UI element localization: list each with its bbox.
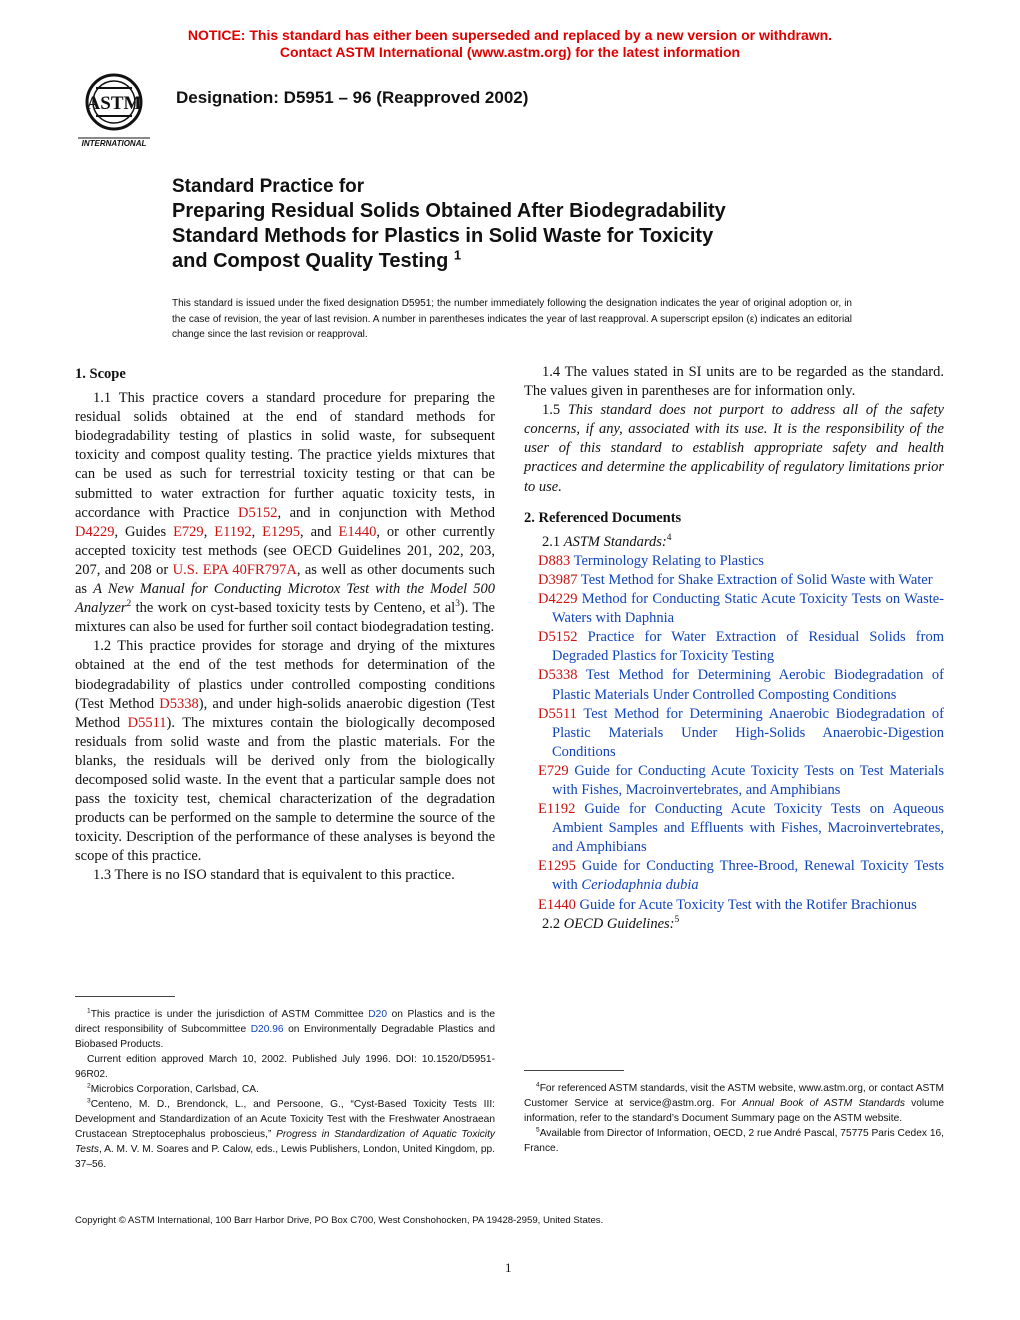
document-title bbox=[172, 175, 892, 274]
link-d5152[interactable]: D5152 bbox=[238, 504, 278, 521]
text: , and bbox=[300, 523, 339, 540]
title-prefix: Standard Practice for bbox=[172, 176, 365, 197]
notice-line-1: NOTICE: This standard has either been superseded and replaced by a new version or withdrawn. bbox=[187, 27, 833, 43]
reference-title-link[interactable]: Guide for Conducting Three-Brood, Renewal Toxicity Tests with bbox=[552, 858, 944, 894]
text: , and in conjunction with Method bbox=[277, 504, 495, 521]
reference-code-link[interactable]: D5338 bbox=[538, 667, 578, 684]
link-e1440[interactable]: E1440 bbox=[338, 523, 377, 540]
astm-logo bbox=[66, 72, 162, 152]
reference-title-italic[interactable]: Ceriodaphnia dubia bbox=[581, 877, 699, 894]
link-d4229[interactable]: D4229 bbox=[75, 523, 115, 540]
section-number: 2.2 bbox=[542, 915, 564, 932]
footnote-3 bbox=[75, 1097, 495, 1172]
text: on Plastics and is the direct responsibility of Subcommittee bbox=[75, 1009, 496, 1035]
scope-heading: 1. Scope bbox=[75, 366, 126, 382]
text: , as well as other documents such as bbox=[75, 561, 495, 598]
reference-code-link[interactable]: D4229 bbox=[538, 591, 578, 608]
reference-code-link[interactable]: D5511 bbox=[538, 705, 577, 722]
text: ), and under high-solids anaerobic digestion (Test Method bbox=[75, 695, 496, 731]
text: , or other currently accepted toxicity test methods (see OECD Guidelines 201, 202, 203, 207, and 208 or bbox=[75, 523, 496, 578]
text: , Guides bbox=[114, 523, 174, 540]
reference-item bbox=[524, 762, 944, 800]
link-d5511[interactable]: D5511 bbox=[127, 714, 167, 731]
text: , bbox=[251, 523, 263, 540]
reference-code-link[interactable]: D5152 bbox=[538, 629, 578, 646]
reference-title-link[interactable]: Test Method for Shake Extraction of Solid Waste with Water bbox=[580, 571, 933, 588]
section-number: 2.1 bbox=[542, 533, 564, 550]
safety-caveat: This standard does not purport to address all of the safety concerns, if any, associated with its use. It is the responsibility of the user of this standard to establish appropriate safety and health practices and determine the applicability of regulatory limitations prior to use. bbox=[524, 402, 944, 495]
reference-item bbox=[524, 552, 944, 571]
link-d5338[interactable]: D5338 bbox=[159, 695, 199, 712]
text: the work on cyst-based toxicity tests by Centeno, et al bbox=[131, 600, 456, 617]
logo-text: ASTM bbox=[86, 93, 142, 114]
reference-item bbox=[524, 666, 944, 704]
footnotes-right bbox=[524, 1081, 944, 1156]
footnote-rule-right bbox=[524, 1070, 624, 1071]
footnote-2 bbox=[75, 1082, 495, 1097]
title-line-1: Preparing Residual Solids Obtained After Biodegradability bbox=[172, 200, 726, 222]
footnote-mark: 5 bbox=[536, 1126, 540, 1134]
footnote-ref-4[interactable]: 4 bbox=[666, 532, 672, 543]
referenced-documents-heading: 2. Referenced Documents bbox=[524, 509, 682, 526]
footnote-ref-5[interactable]: 5 bbox=[674, 914, 680, 925]
reference-title-link[interactable]: Guide for Acute Toxicity Test with the Rotifer Brachionus bbox=[579, 896, 917, 913]
reference-title-link[interactable]: Guide for Conducting Acute Toxicity Tests on Test Materials with Fishes, Macroinvertebrates, and Amphibians bbox=[552, 762, 944, 798]
title-line-2: Standard Methods for Plastics in Solid Waste for Toxicity bbox=[172, 225, 714, 247]
reference-item bbox=[524, 857, 944, 895]
reference-item bbox=[524, 896, 944, 915]
title-footnote-ref[interactable]: 1 bbox=[453, 247, 462, 263]
footnote-mark: 2 bbox=[87, 1082, 91, 1090]
italic-title: A New Manual for Conducting Microtox Test with the Model 500 Analyzer bbox=[75, 581, 495, 617]
paragraph-1-3: 1.3 There is no ISO standard that is equivalent to this practice. bbox=[93, 867, 455, 884]
reference-list bbox=[524, 552, 944, 915]
footnote-mark: 1 bbox=[87, 1007, 91, 1015]
oecd-guidelines-label bbox=[524, 915, 944, 934]
paragraph-1-4: 1.4 The values stated in SI units are to be regarded as the standard. The values given in parentheses are for information only. bbox=[524, 364, 944, 400]
paragraph-1-5 bbox=[524, 401, 944, 496]
footnote-4 bbox=[524, 1081, 944, 1126]
reference-title-link[interactable]: Method for Conducting Static Acute Toxicity Tests on Waste-Waters with Daphnia bbox=[552, 591, 944, 627]
text: Available from Director of Information, OECD, 2 rue André Pascal, 75775 Paris Cedex 16, France. bbox=[524, 1128, 944, 1154]
footnote-mark: 3 bbox=[87, 1097, 91, 1105]
text: 1.2 This practice provides for storage and drying of the mixtures obtained at the end of the test methods for determination of the biodegradability of plastics under controlled composting conditions (Test Method bbox=[75, 638, 495, 712]
link-d20[interactable]: D20 bbox=[368, 1009, 387, 1020]
reference-item bbox=[524, 800, 944, 857]
astm-standards-label bbox=[524, 533, 944, 552]
reference-item bbox=[524, 590, 944, 628]
left-column bbox=[75, 365, 495, 886]
text: Microbics Corporation, Carlsbad, CA. bbox=[90, 1084, 259, 1095]
designation: Designation: D5951 – 96 (Reapproved 2002) bbox=[176, 88, 529, 107]
link-e1295[interactable]: E1295 bbox=[262, 523, 301, 540]
text: ). The mixtures contain the biologically decomposed residuals from solid waste and from the plastic materials. For the blanks, the residuals will be derived only from the biologically decomposed solid waste. In the event that a particular sample does not pass the toxicity test, chemical characterization of the degradation products can be performed on the sample to determine the source of the toxicity. Description of the performance of these analyses is beyond the scope of this practice. bbox=[75, 714, 495, 865]
text: , A. M. V. M. Soares and P. Calow, eds., Lewis Publishers, London, United Kingdom, pp. 37–56. bbox=[75, 1144, 495, 1170]
reference-title-link[interactable]: Practice for Water Extraction of Residual Solids from Degraded Plastics for Toxicity Testing bbox=[552, 629, 944, 665]
footnote-mark: 4 bbox=[536, 1081, 540, 1089]
paragraph-1-1 bbox=[75, 389, 495, 637]
logo-subtext: INTERNATIONAL bbox=[81, 139, 147, 148]
reference-item bbox=[524, 571, 944, 590]
reference-code-link[interactable]: E1192 bbox=[538, 801, 576, 818]
paragraph-1-2 bbox=[75, 637, 495, 866]
footnote-ref-3[interactable]: 3 bbox=[455, 599, 460, 610]
notice-banner bbox=[0, 27, 1020, 61]
notice-line-2: Contact ASTM International (www.astm.org) for the latest information bbox=[279, 44, 741, 60]
right-column bbox=[524, 363, 944, 934]
text: 1.1 This practice covers a standard procedure for preparing the residual solids obtained at the end of standard methods for biodegradability testing of plastics in solid waste, for subsequent toxicity and compost quality testing. The practice yields mixtures that can be used as such for terrestrial toxicity testing or that can be submitted to water extraction for further aquatic toxicity tests, in accordance with Practice bbox=[75, 390, 495, 521]
text: , bbox=[203, 523, 215, 540]
reference-code-link[interactable]: E1295 bbox=[538, 858, 576, 875]
footnote-1-edition: Current edition approved March 10, 2002. Published July 1996. DOI: 10.1520/D5951-96R02. bbox=[75, 1054, 495, 1080]
text: ). The mixtures can also be used for further soil contact biodegradation testing. bbox=[75, 600, 495, 636]
footnote-rule-left bbox=[75, 996, 175, 997]
title-line-3: and Compost Quality Testing bbox=[172, 250, 449, 272]
reference-title-link[interactable]: Terminology Relating to Plastics bbox=[573, 552, 764, 569]
reference-item bbox=[524, 628, 944, 666]
italic-title: Progress in Standardization of Aquatic Toxicity Tests bbox=[75, 1129, 495, 1155]
link-e1192[interactable]: E1192 bbox=[214, 523, 252, 540]
footnote-1 bbox=[75, 1007, 495, 1052]
footnote-ref-2[interactable]: 2 bbox=[126, 599, 132, 610]
reference-item bbox=[524, 705, 944, 762]
text: For referenced ASTM standards, visit the ASTM website, www.astm.org, or contact ASTM Customer Service at service@astm.org. For bbox=[524, 1083, 944, 1109]
paragraph-number: 1.5 bbox=[542, 402, 568, 419]
text: volume information, refer to the standard’s Document Summary page on the ASTM website. bbox=[524, 1098, 944, 1124]
text: This practice is under the jurisdiction of ASTM Committee bbox=[90, 1009, 369, 1020]
reference-code-link[interactable]: D883 bbox=[538, 552, 571, 569]
reference-code-link[interactable]: D3987 bbox=[538, 571, 578, 588]
text: Centeno, M. D., Brendonck, L., and Persoone, G., “Cyst-Based Toxicity Tests III: Development and Standardization of an Acute Toxicity Test with the Freshwater Anostraean Crustacean Streptocephalus proboscieus,” bbox=[75, 1099, 495, 1140]
page-number: 1 bbox=[505, 1260, 512, 1275]
link-e729[interactable]: E729 bbox=[173, 523, 204, 540]
reference-title-link[interactable]: Test Method for Determining Aerobic Biodegradation of Plastic Materials Under Controlled Composting Conditions bbox=[552, 667, 945, 703]
footnote-5 bbox=[524, 1126, 944, 1156]
link-epa-40fr797a[interactable]: U.S. EPA 40FR797A bbox=[172, 561, 297, 578]
italic-title: Annual Book of ASTM Standards bbox=[742, 1098, 905, 1109]
reference-title-link[interactable]: Guide for Conducting Acute Toxicity Tests on Aqueous Ambient Samples and Effluents with Fishes, Macroinvertebrates, and Amphibians bbox=[552, 801, 944, 856]
link-d20-96[interactable]: D20.96 bbox=[250, 1024, 284, 1035]
reference-title-link[interactable]: Test Method for Determining Anaerobic Biodegradation of Plastic Materials Under High-Solids Anaerobic-Digestion Conditions bbox=[552, 705, 944, 760]
issuance-note: This standard is issued under the fixed designation D5951; the number immediately following the designation indicates the year of original adoption or, in the case of revision, the year of last revision. A number in parentheses indicates the year of last reapproval. A superscript epsilon (ε) indicates an editorial change since the last revision or reapproval. bbox=[172, 298, 852, 340]
label: OECD Guidelines: bbox=[563, 915, 675, 932]
footnotes-left bbox=[75, 1007, 495, 1172]
label: ASTM Standards: bbox=[563, 533, 667, 550]
reference-code-link[interactable]: E729 bbox=[538, 762, 569, 779]
text: on Environmentally Degradable Plastics and Biobased Products. bbox=[75, 1024, 495, 1050]
copyright-line: Copyright © ASTM International, 100 Barr Harbor Drive, PO Box C700, West Conshohocken, PA 19428-2959, United States. bbox=[75, 1215, 604, 1226]
reference-code-link[interactable]: E1440 bbox=[538, 896, 576, 913]
